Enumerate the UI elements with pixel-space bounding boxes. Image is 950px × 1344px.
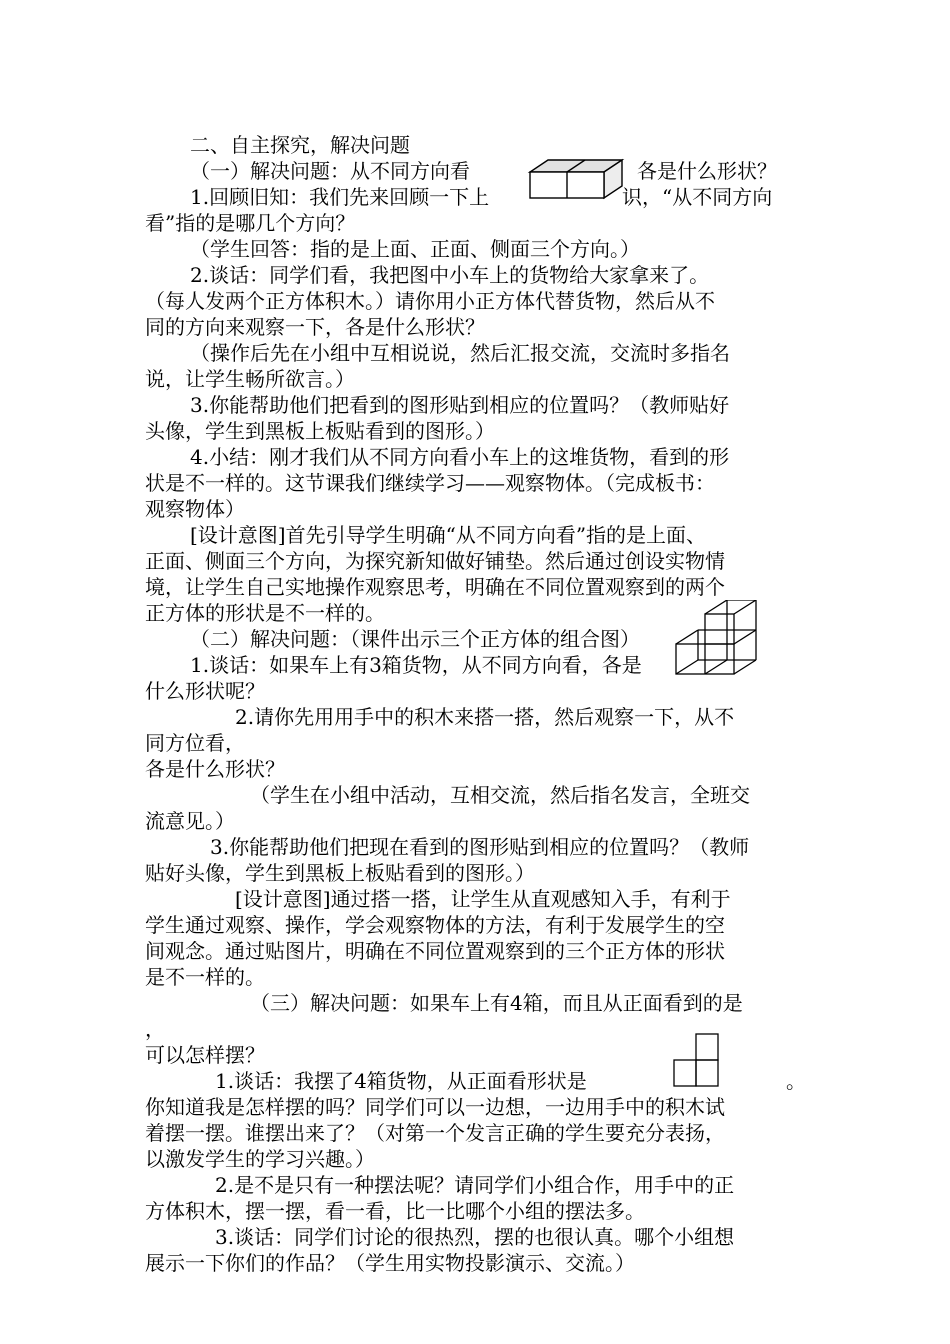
text-line: 你知道我是怎样摆的吗？同学们可以一边想，一边用手中的积木试 xyxy=(145,1095,725,1119)
text-line: 说，让学生畅所欲言。） xyxy=(145,367,355,391)
text-line: 2.请你先用用手中的积木来搭一搭，然后观察一下，从不 xyxy=(235,705,735,729)
text-line: 3.你能帮助他们把现在看到的图形贴到相应的位置吗？（教师 xyxy=(210,835,750,859)
text-line: 3.谈话：同学们讨论的很热烈，摆的也很认真。哪个小组想 xyxy=(215,1225,735,1249)
text-line: 。 xyxy=(786,1069,806,1093)
text-line: 1.谈话：如果车上有3箱货物，从不同方向看，各是 xyxy=(190,653,642,677)
text-line: 以激发学生的学习兴趣。） xyxy=(145,1147,375,1171)
text-line: （学生回答：指的是上面、正面、侧面三个方向。） xyxy=(190,237,640,261)
text-line: 1.谈话：我摆了4箱货物，从正面看形状是 xyxy=(215,1069,587,1093)
text-line: 境，让学生自己实地操作观察思考，明确在不同位置观察到的两个 xyxy=(145,575,725,599)
text-line: 可以怎样摆？ xyxy=(145,1043,265,1067)
text-line: 正方体的形状是不一样的。 xyxy=(145,601,385,625)
text-line: 方体积木，摆一摆，看一看，比一比哪个小组的摆法多。 xyxy=(145,1199,645,1223)
text-line: 正面、侧面三个方向，为探究新知做好铺垫。然后通过创设实物情 xyxy=(145,549,725,573)
text-line: 什么形状呢？ xyxy=(145,679,265,703)
text-line: 看”指的是哪几个方向？ xyxy=(145,211,356,235)
text-line: ， xyxy=(145,1017,165,1041)
text-line: 各是什么形状？ xyxy=(145,757,285,781)
text-line: 头像，学生到黑板上板贴看到的图形。） xyxy=(145,419,495,443)
subsection-1-heading: （一）解决问题：从不同方向看 xyxy=(190,159,470,183)
subsection-3-heading: （三）解决问题：如果车上有4箱，而且从正面看到的是 xyxy=(250,991,743,1015)
design-intent-1: [设计意图]首先引导学生明确“从不同方向看”指的是上面、 xyxy=(190,523,707,547)
two-cubes-figure xyxy=(526,156,626,206)
design-intent-2: [设计意图]通过搭一搭，让学生从直观感知入手，有利于 xyxy=(235,887,731,911)
text-line: 同方位看， xyxy=(145,731,245,755)
text-line: 贴好头像，学生到黑板上板贴看到的图形。） xyxy=(145,861,535,885)
text-line: 着摆一摆。谁摆出来了？（对第一个发言正确的学生要充分表扬， xyxy=(145,1121,725,1145)
text-line: 观察物体） xyxy=(145,497,245,521)
text-line: 各是什么形状？ xyxy=(637,159,777,183)
text-line: 状是不一样的。这节课我们继续学习——观察物体。（完成板书： xyxy=(145,471,715,495)
section-heading: 二、自主探究，解决问题 xyxy=(190,133,410,157)
text-line: 展示一下你们的作品？（学生用实物投影演示、交流。） xyxy=(145,1251,635,1275)
text-line: 3.你能帮助他们把看到的图形贴到相应的位置吗？（教师贴好 xyxy=(190,393,730,417)
text-line: 2.是不是只有一种摆法呢？请同学们小组合作，用手中的正 xyxy=(215,1173,735,1197)
text-line: 4.小结：刚才我们从不同方向看小车上的这堆货物，看到的形 xyxy=(190,445,730,469)
text-line: 间观念。通过贴图片，明确在不同位置观察到的三个正方体的形状 xyxy=(145,939,725,963)
front-view-figure xyxy=(672,1032,724,1088)
text-line: 流意见。） xyxy=(145,809,235,833)
text-line: 识，“从不同方向 xyxy=(622,185,773,209)
text-line: 1.回顾旧知：我们先来回顾一下上 xyxy=(190,185,490,209)
subsection-2-heading: （二）解决问题：（课件出示三个正方体的组合图） xyxy=(190,627,640,651)
text-line: 是不一样的。 xyxy=(145,965,265,989)
text-line: 同的方向来观察一下，各是什么形状？ xyxy=(145,315,485,339)
text-line: （操作后先在小组中互相说说，然后汇报交流，交流时多指名 xyxy=(190,341,730,365)
text-line: 学生通过观察、操作，学会观察物体的方法，有利于发展学生的空 xyxy=(145,913,725,937)
three-cubes-figure xyxy=(672,600,762,700)
text-line: 2.谈话：同学们看，我把图中小车上的货物给大家拿来了。 xyxy=(190,263,710,287)
text-line: （学生在小组中活动，互相交流，然后指名发言，全班交 xyxy=(250,783,750,807)
text-line: （每人发两个正方体积木。）请你用小正方体代替货物，然后从不 xyxy=(145,289,715,313)
